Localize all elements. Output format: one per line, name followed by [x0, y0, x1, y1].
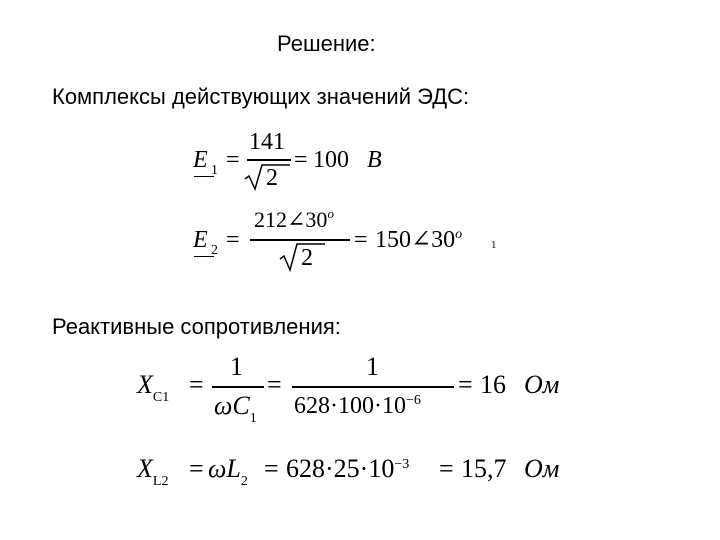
e1-numerator: 141 [249, 129, 285, 155]
xc1-denominator-2: $628\cdot 100\cdot 10^{-6}$ [294, 393, 421, 419]
reactance-heading: Реактивные сопротивления: [52, 314, 341, 339]
xl2-unit: Ом [524, 454, 560, 483]
e2-equals-2: = [354, 227, 368, 253]
xc1-numerator: 1 [230, 352, 243, 381]
xc1-unit: Ом [524, 370, 560, 399]
xc1-fraction-bar-1 [212, 386, 264, 388]
e2-tail: 1 [491, 239, 497, 251]
xl2-var: $X_{L2}$ [137, 454, 169, 489]
xc1-equals-2: = [267, 370, 282, 399]
e1-fraction-bar [247, 159, 291, 161]
e1-var: E [193, 147, 208, 173]
e1-sub: 1 [211, 163, 218, 178]
xc1-numerator-2: 1 [366, 352, 379, 381]
e1-equals-2: = [294, 147, 308, 173]
e2-sub: 2 [211, 243, 218, 258]
e2-denominator: 2 [301, 245, 313, 271]
e2-var: E [193, 227, 208, 253]
e2-equals: = [226, 227, 240, 253]
xc1-denominator: $\omega C_1$ [214, 391, 257, 426]
xl2-expression: $628\cdot 25\cdot 10^{-3}$ [286, 454, 410, 483]
e1-equals: = [226, 147, 240, 173]
xl2-equals-2: = [264, 454, 279, 483]
xc1-result: 16 [480, 370, 506, 399]
e2-fraction-bar [250, 239, 350, 241]
xl2-result: 15,7 [461, 454, 507, 483]
e2-result: 150∠30$^o$ [375, 227, 463, 253]
xl2-equals-3: = [439, 454, 454, 483]
xc1-equals: = [189, 370, 204, 399]
e2-numerator: 212∠30$^o$ [254, 206, 334, 232]
xl2-omega-l: $\omega L_2$ [208, 454, 248, 489]
e1-result: 100 [313, 147, 349, 173]
e1-unit: В [367, 147, 382, 173]
emf-heading: Комплексы действующих значений ЭДС: [52, 84, 470, 109]
xl2-equals: = [189, 454, 204, 483]
e1-denominator: 2 [266, 165, 278, 191]
page-title: Решение: [277, 31, 376, 56]
xc1-fraction-bar-2 [292, 386, 454, 388]
xc1-equals-3: = [458, 370, 473, 399]
xc1-var: $X_{C1}$ [137, 370, 170, 405]
